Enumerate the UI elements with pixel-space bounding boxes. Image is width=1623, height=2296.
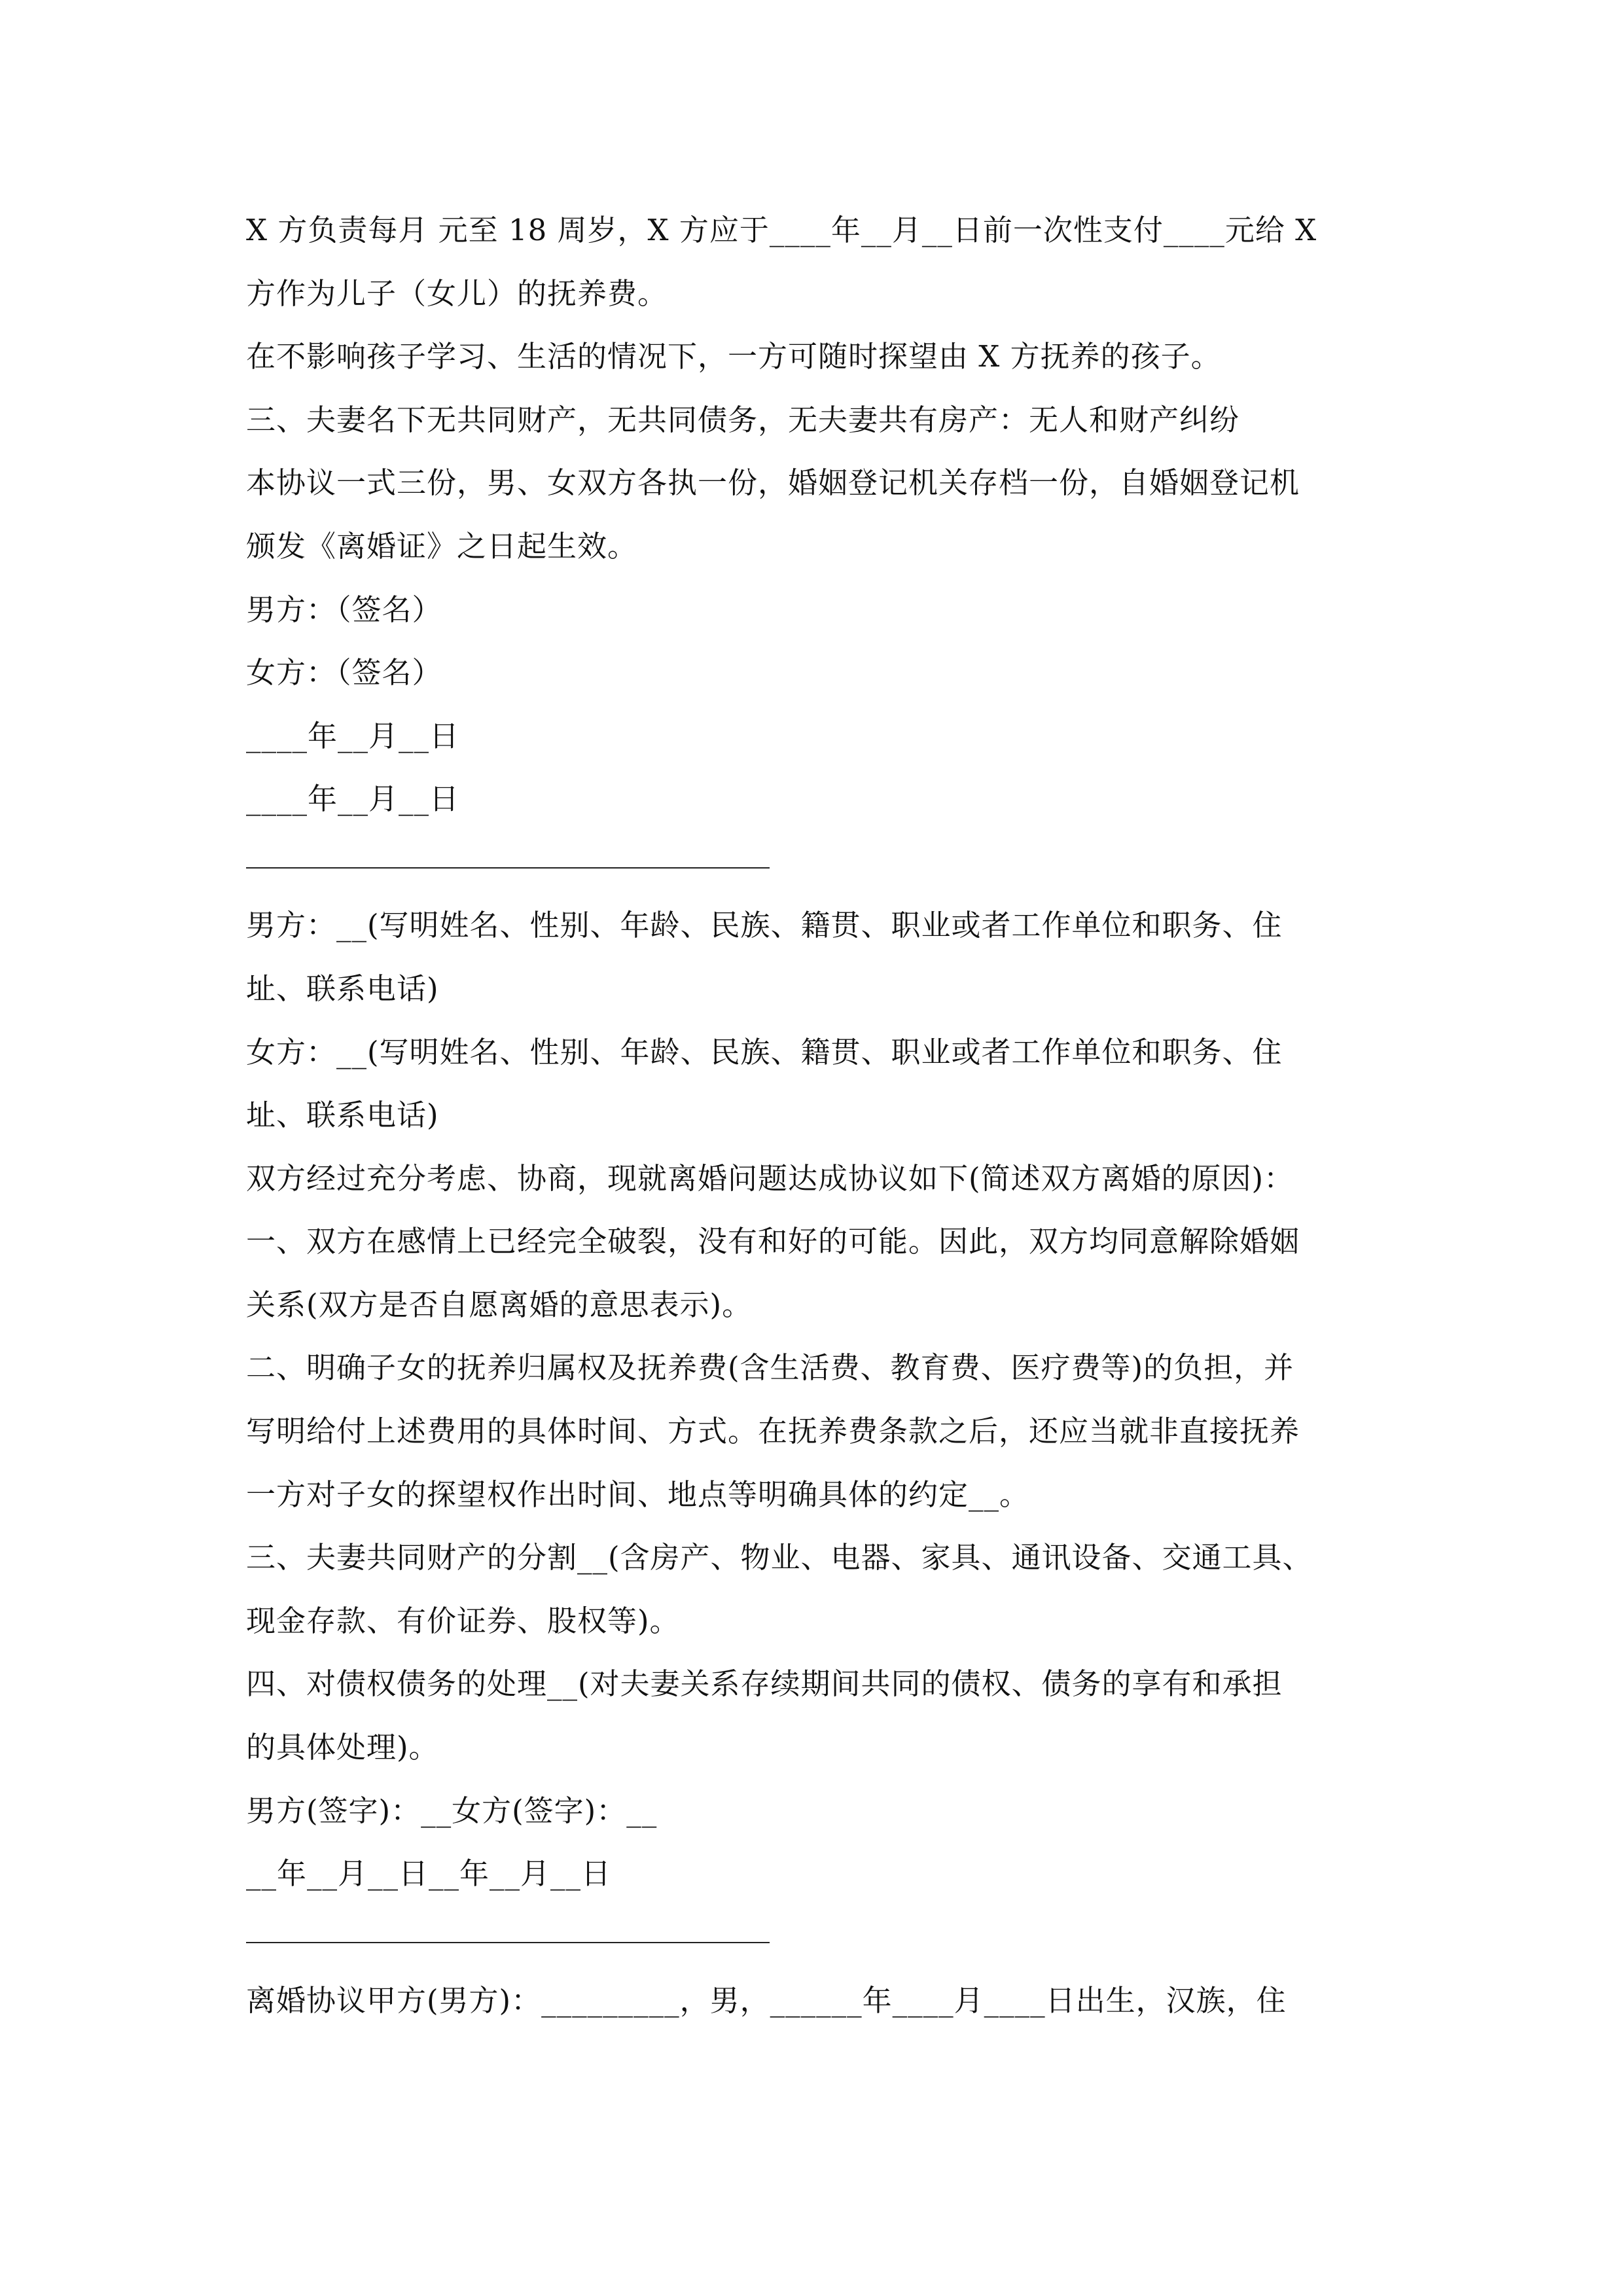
text-line-clause-2-cont: 写明给付上述费用的具体时间、方式。在抚养费条款之后，还应当就非直接抚养 [246, 1414, 1300, 1448]
text-line-clause-1: 一、双方在感情上已经完全破裂，没有和好的可能。因此，双方均同意解除婚姻 [246, 1224, 1300, 1259]
text-line-female-party-contact: 址、联系电话) [246, 1098, 439, 1132]
text-line-male-party-contact: 址、联系电话) [246, 971, 439, 1006]
text-line-clause-3: 三、夫妻共同财产的分割__(含房产、物业、电器、家具、通讯设备、交通工具、 [246, 1540, 1313, 1575]
text-line-clause-4-cont: 的具体处理)。 [246, 1730, 439, 1765]
text-line-male-party: 男方：__(写明姓名、性别、年龄、民族、籍贯、职业或者工作单位和职务、住 [246, 908, 1283, 942]
section-divider [246, 867, 770, 869]
text-line-copies: 本协议一式三份，男、女双方各执一份，婚姻登记机关存档一份，自婚姻登记机 [246, 465, 1300, 500]
text-line-effective-date: 颁发《离婚证》之日起生效。 [246, 529, 638, 564]
text-line-clause-2-end: 一方对子女的探望权作出时间、地点等明确具体的约定__。 [246, 1477, 1030, 1512]
text-line-signature-dates: __年__月__日__年__月__日 [246, 1856, 612, 1891]
text-line-no-joint-property: 三、夫妻名下无共同财产，无共同债务，无夫妻共有房产：无人和财产纠纷 [246, 403, 1240, 437]
text-line-party-a: 离婚协议甲方(男方)：_________，男，______年____月____日出生，汉族，住 [246, 1983, 1287, 2018]
text-line-agreement-intro: 双方经过充分考虑、协商，现就离婚问题达成协议如下(简述双方离婚的原因)： [246, 1161, 1294, 1196]
text-line-date-1: ____年__月__日 [246, 719, 460, 753]
text-line-signatures: 男方(签字)：__女方(签字)：__ [246, 1793, 658, 1828]
section-divider-2 [246, 1942, 770, 1943]
text-line-clause-2: 二、明确子女的抚养归属权及抚养费(含生活费、教育费、医疗费等)的负担，并 [246, 1350, 1294, 1385]
text-line-female-party: 女方：__(写明姓名、性别、年龄、民族、籍贯、职业或者工作单位和职务、住 [246, 1035, 1283, 1069]
text-line-date-2: ____年__月__日 [246, 781, 460, 816]
text-line-clause-1-cont: 关系(双方是否自愿离婚的意思表示)。 [246, 1287, 753, 1322]
text-line-clause-3-cont: 现金存款、有价证券、股权等)。 [246, 1604, 680, 1638]
text-line-visitation: 在不影响孩子学习、生活的情况下，一方可随时探望由 X 方抚养的孩子。 [246, 339, 1221, 374]
text-line-female-signature: 女方：（签名） [246, 655, 442, 690]
text-line-child-support-recipient: 方作为儿子（女儿）的抚养费。 [246, 276, 668, 311]
text-line-clause-4: 四、对债权债务的处理__(对夫妻关系存续期间共同的债权、债务的享有和承担 [246, 1666, 1283, 1701]
text-line-male-signature: 男方：（签名） [246, 592, 442, 627]
text-line-child-support-payment: X 方负责每月 元至 18 周岁，X 方应于____年__月__日前一次性支付____元给 X [246, 213, 1317, 247]
